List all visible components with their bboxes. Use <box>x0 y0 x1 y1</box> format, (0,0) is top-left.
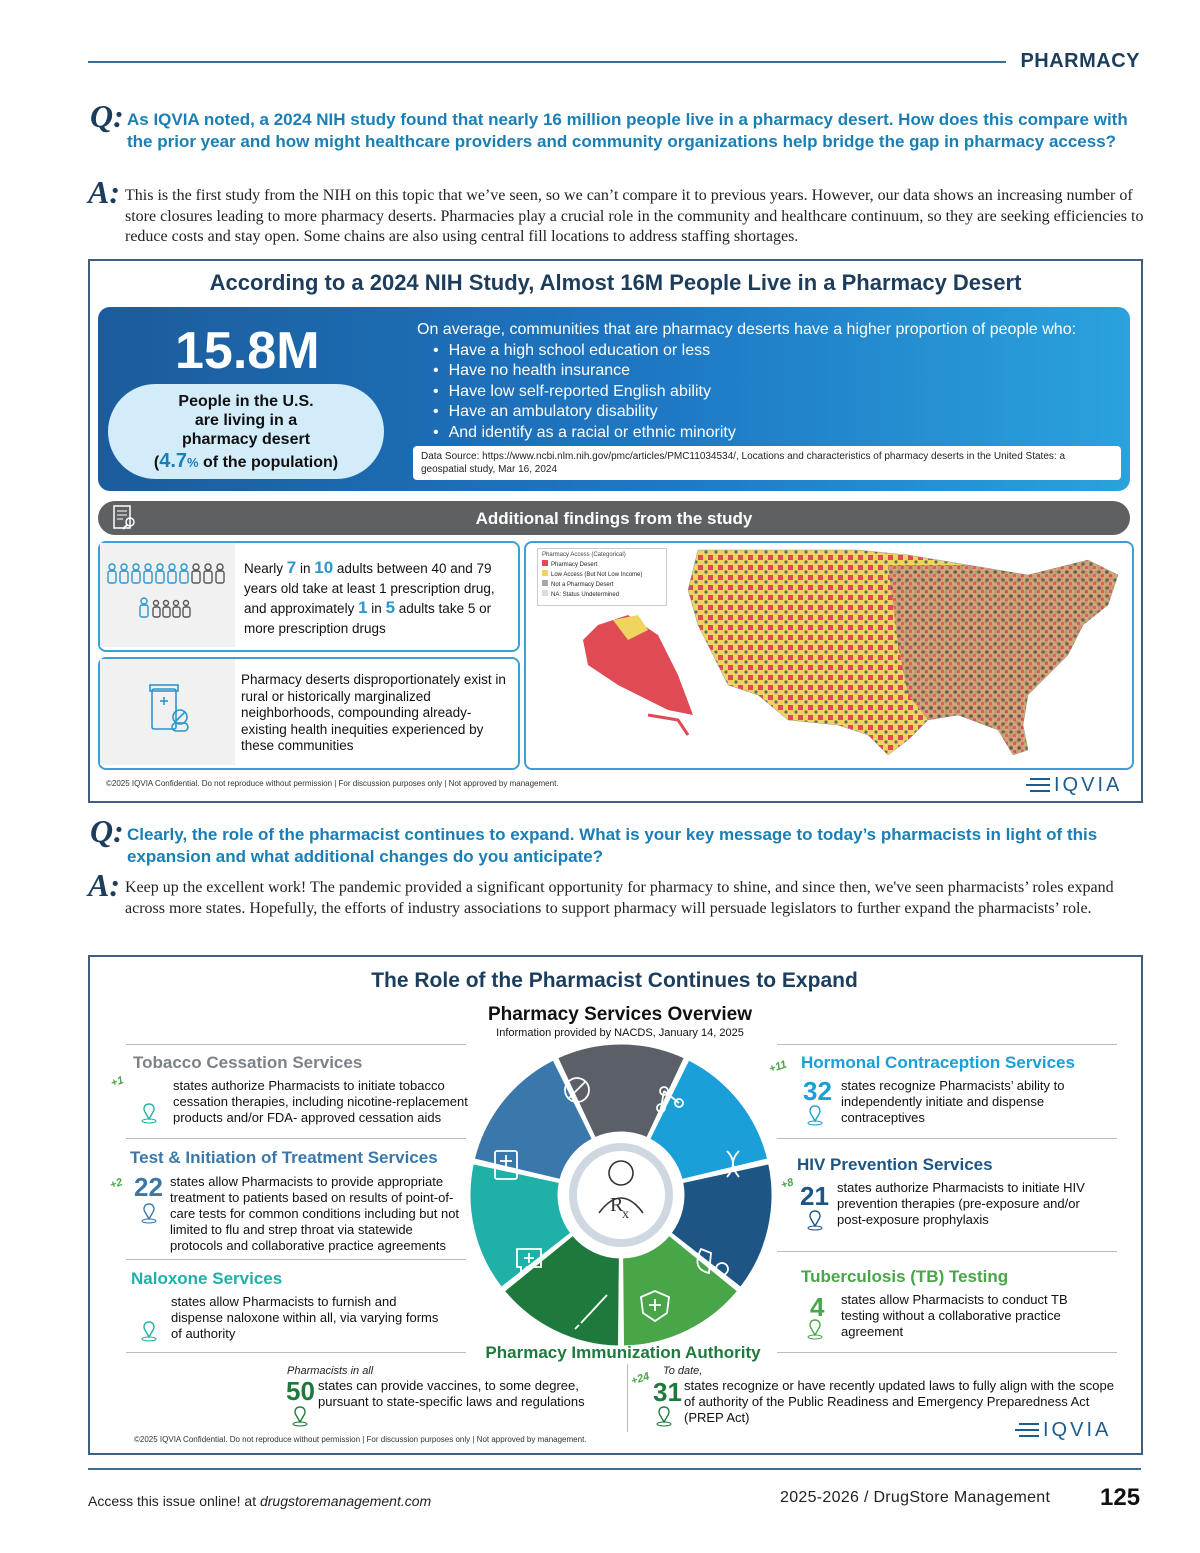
people-icon <box>100 543 235 647</box>
iqvia-mark-icon <box>1015 1420 1041 1440</box>
pill-open: ( <box>153 454 160 471</box>
confidential-note: ©2025 IQVIA Confidential. Do not reproduce without permission | For discussion purposes only | Not approved by management. <box>134 1435 587 1444</box>
location-pin-icon <box>140 1202 158 1229</box>
legend-item <box>542 570 662 580</box>
hiv-text: states authorize Pharmacists to initiate HIV prevention therapies (pre-exposure and/or post-exposure prophylaxis <box>837 1180 1085 1227</box>
location-pin-icon <box>140 1320 158 1347</box>
immunization-left-number: 50 <box>286 1376 315 1406</box>
footer-publication: 2025-2026 / DrugStore Management <box>780 1489 1051 1506</box>
divider <box>777 1251 1117 1252</box>
text-span: Nearly <box>244 561 287 576</box>
finding-prescriptions-text <box>244 558 506 638</box>
highlight-number: 5 <box>385 598 396 617</box>
answer-mark: A: <box>88 174 120 210</box>
legend-label: Pharmacy Desert <box>551 562 598 568</box>
divider <box>126 1259 466 1260</box>
medicine-bottle-icon <box>100 659 235 765</box>
divider <box>777 1044 1117 1045</box>
legend-item <box>542 590 662 600</box>
pill-line: are living in a <box>194 412 298 429</box>
hiv-number: 21 <box>800 1181 829 1211</box>
characteristic-item: • Have no health insurance <box>433 361 1117 382</box>
location-pin-icon <box>291 1405 309 1432</box>
hiv-title: HIV Prevention Services <box>797 1155 993 1174</box>
map-legend <box>537 548 667 606</box>
section-title: PHARMACY <box>1020 50 1140 72</box>
location-pin-icon <box>806 1318 824 1345</box>
test-plus: +2 <box>108 1176 125 1192</box>
hormonal-text: states recognize Pharmacists’ ability to independently initiate and dispense contraceptives <box>841 1078 1065 1125</box>
medication-icon-panel <box>100 659 235 765</box>
legend-label: NA: Status Undetermined <box>551 592 620 598</box>
divider <box>627 1364 628 1432</box>
highlight-number: 10 <box>314 558 334 577</box>
characteristics-intro: On average, communities that are pharmacy deserts have a higher proportion of people who: <box>417 321 1077 338</box>
header-rule <box>88 61 1006 63</box>
hiv-plus: +8 <box>779 1176 796 1192</box>
iqvia-logo-text: IQVIA <box>1043 1419 1112 1441</box>
tobacco-title: Tobacco Cessation Services <box>133 1053 363 1072</box>
tb-number: 4 <box>810 1292 825 1322</box>
iqvia-logo <box>1026 774 1131 796</box>
services-overview-note: Information provided by NACDS, January 14, 2025 <box>496 1027 744 1039</box>
legend-swatch <box>542 580 548 586</box>
text-span: adults between 40 and 79 years old take at least 1 prescription drug, and approximately <box>244 561 495 616</box>
immunization-right-note: To date, <box>663 1365 703 1377</box>
test-title: Test & Initiation of Treatment Services <box>130 1148 438 1167</box>
characteristic-item: • And identify as a racial or ethnic minority <box>433 423 1117 444</box>
hormonal-plus: +11 <box>767 1058 789 1076</box>
services-overview-title: Pharmacy Services Overview <box>487 1004 753 1025</box>
page-number: 125 <box>1100 1484 1141 1511</box>
footer-access <box>88 1493 431 1509</box>
svg-text:x: x <box>622 1207 629 1222</box>
answer-mark: A: <box>88 867 120 903</box>
pill-percentage-line <box>108 452 384 472</box>
legend-item <box>542 560 662 570</box>
text-span: in <box>367 601 386 616</box>
immunization-right-number: 31 <box>653 1377 682 1407</box>
infographic-1-title: According to a 2024 NIH Study, Almost 16M People Live in a Pharmacy Desert <box>209 270 1022 295</box>
population-pill <box>108 384 384 479</box>
legend-swatch <box>542 590 548 596</box>
tobacco-plus: +1 <box>109 1074 126 1090</box>
infographic-2-title: The Role of the Pharmacist Continues to Expand <box>371 969 858 992</box>
divider <box>126 1138 466 1139</box>
text-span: in <box>296 561 315 576</box>
big-stat: 15.8M <box>175 322 320 380</box>
confidential-note: ©2025 IQVIA Confidential. Do not reproduce without permission | For discussion purposes only | Not approved by management. <box>106 779 559 788</box>
immunization-right-plus: +24 <box>629 1370 652 1388</box>
iqvia-logo <box>1015 1419 1120 1441</box>
question-1: As IQVIA noted, a 2024 NIH study found that nearly 16 million people live in a pharmacy desert. How does this compare with the prior year and how might healthcare providers and community organizations help bridge the gap in pharmacy access? <box>127 110 1128 151</box>
people-icons-panel <box>100 543 235 647</box>
data-source: Data Source: https://www.ncbi.nlm.nih.gov/pmc/articles/PMC11034534/, Locations and characteristics of pharmacy deserts in the United States: a geospatial study, Mar 16, 2024 <box>413 446 1121 480</box>
immunization-right-text: states recognize or have recently updated laws to fully align with the scope of authority of the Public Readiness and Emergency Preparedness Act (PREP Act) <box>684 1378 1114 1425</box>
naloxone-text: states allow Pharmacists to furnish and dispense naloxone within all, via varying forms of authority <box>171 1294 439 1341</box>
legend-swatch <box>542 560 548 566</box>
svg-text:R: R <box>610 1194 624 1216</box>
immunization-left-note: Pharmacists in all <box>287 1365 374 1377</box>
divider <box>777 1138 1117 1139</box>
hormonal-title: Hormonal Contraception Services <box>801 1053 1075 1072</box>
question-mark: Q: <box>90 98 124 134</box>
question-2: Clearly, the role of the pharmacist continues to expand. What is your key message to today’s pharmacists in light of this expansion and what additional changes do you anticipate? <box>127 825 1098 866</box>
highlight-number: 1 <box>358 598 368 617</box>
location-pin-icon <box>806 1209 824 1236</box>
immunization-left-text: states can provide vaccines, to some degree, pursuant to state-specific laws and regulations <box>318 1378 585 1409</box>
question-mark: Q: <box>90 813 124 849</box>
text-span: adults take 5 or more prescription drugs <box>244 601 492 636</box>
legend-title: Pharmacy Access (Categorical) <box>542 552 626 558</box>
services-wheel <box>469 1043 773 1347</box>
location-pin-icon <box>655 1405 673 1432</box>
findings-bar-label: Additional findings from the study <box>475 509 753 528</box>
characteristics-list <box>417 320 1117 443</box>
footer-access-text: Access this issue online! at <box>88 1493 260 1509</box>
divider <box>126 1044 466 1045</box>
services-wheel-graphic <box>469 1043 773 1347</box>
characteristic-item: • Have low self-reported English ability <box>433 382 1117 403</box>
tobacco-text: states authorize Pharmacists to initiate tobacco cessation therapies, including nicotine-replacement products and/or FDA- approved cessation aids <box>173 1078 468 1125</box>
pill-line: pharmacy desert <box>181 431 311 448</box>
characteristic-item: • Have a high school education or less <box>433 341 1117 362</box>
test-text: states allow Pharmacists to provide appropriate treatment to patients based on results of point-of-care tests for common conditions including but not limited to flu and strep throat via statewide protocols and collaborative practice agreements <box>170 1174 460 1253</box>
answer-2: Keep up the excellent work! The pandemic provided a significant opportunity for pharmacy to shine, and since then, we've seen pharmacists’ roles expand across more states. Hopefully, the efforts of industry associations to support pharmacy will persuade legislators to further expand the pharmacists’ role. <box>125 879 1114 917</box>
iqvia-mark-icon <box>1026 775 1052 795</box>
location-pin-icon <box>806 1104 824 1131</box>
highlight-number: 7 <box>286 558 297 577</box>
hormonal-number: 32 <box>803 1076 832 1106</box>
legend-swatch <box>542 570 548 576</box>
immunization-title: Pharmacy Immunization Authority <box>485 1343 761 1362</box>
legend-label: Not a Pharmacy Desert <box>551 582 614 588</box>
test-number: 22 <box>134 1172 163 1202</box>
tb-text: states allow Pharmacists to conduct TB testing without a collaborative practice agreement <box>841 1292 1068 1339</box>
footer-site-link[interactable]: drugstoremanagement.com <box>259 1493 432 1509</box>
legend-label: Low Access (But Not Low Income) <box>551 572 643 578</box>
finding-inequity-text: Pharmacy deserts disproportionately exist in rural or historically marginalized neighborhoods, compounding already-existing health inequities experienced by these communities <box>241 672 506 753</box>
tb-title: Tuberculosis (TB) Testing <box>801 1267 1009 1286</box>
answer-1: This is the first study from the NIH on this topic that we’ve seen, so we can’t compare it to previous years. However, our data shows an increasing number of store closures leading to more pharmacy deserts. Pharmacies play a crucial role in the community and healthcare continuum, so they are seeking efficiencies to reduce costs and stay open. Some chains are also using central fill locations to address staffing shortages. <box>125 187 1144 245</box>
naloxone-title: Naloxone Services <box>131 1269 283 1288</box>
location-pin-icon <box>140 1102 158 1129</box>
pill-rest: of the population) <box>198 454 339 471</box>
characteristic-item: • Have an ambulatory disability <box>433 402 1117 423</box>
legend-item <box>542 580 662 590</box>
divider <box>777 1352 1117 1353</box>
footer-rule <box>88 1468 1141 1470</box>
pill-pct-sign: % <box>187 455 199 470</box>
pill-pct: 4.7 <box>159 450 188 472</box>
divider <box>126 1352 466 1353</box>
pill-line: People in the U.S. <box>178 393 314 410</box>
iqvia-logo-text: IQVIA <box>1054 774 1123 796</box>
